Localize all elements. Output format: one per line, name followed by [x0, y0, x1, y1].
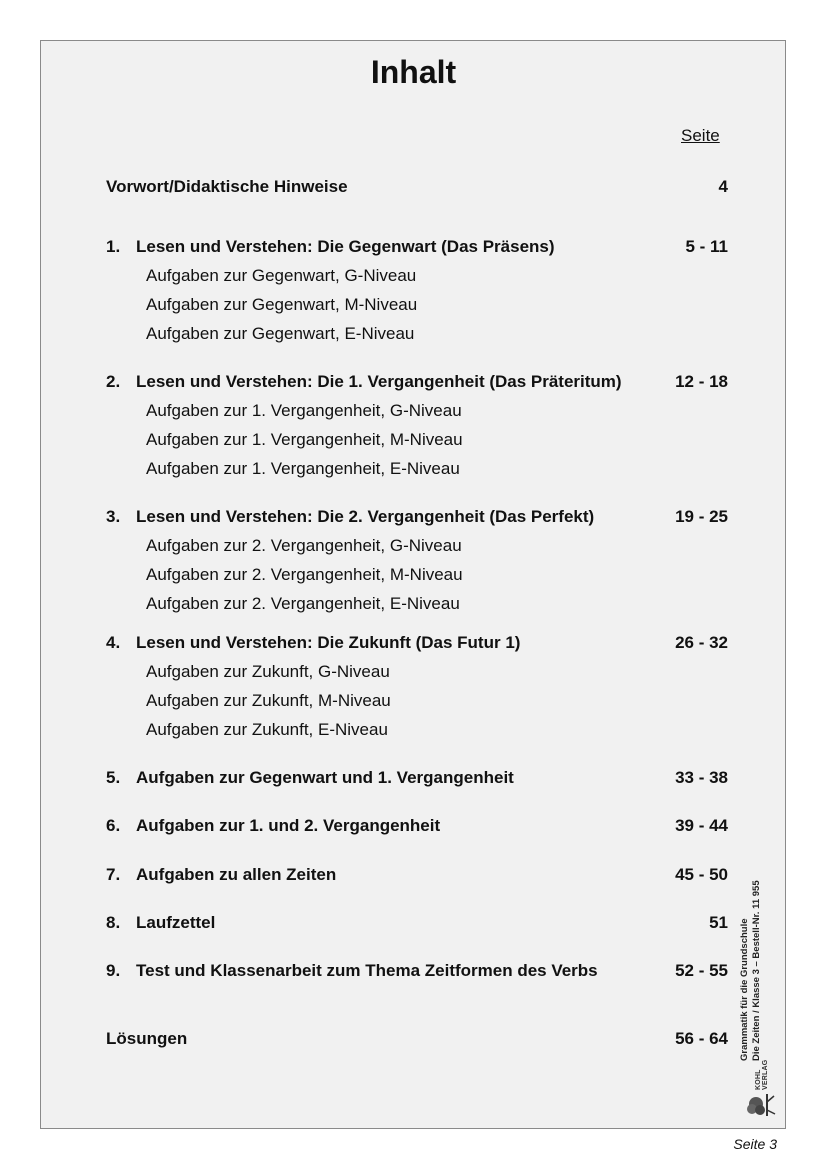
chapter-number: 9. — [106, 961, 121, 980]
sub-item: Aufgaben zur 2. Vergangenheit, E-Niveau — [146, 594, 460, 613]
sub-item: Aufgaben zur 1. Vergangenheit, M-Niveau — [146, 430, 463, 449]
sidebar-line-2: Die Zeiten / Klasse 3 – Bestell-Nr. 11 955 — [751, 880, 762, 1061]
chapter-label: Lesen und Verstehen: Die 2. Vergangenheit (Das Perfekt) — [136, 507, 595, 526]
sub-item: Aufgaben zur Zukunft, E-Niveau — [146, 720, 388, 739]
sub-item: Aufgaben zur 1. Vergangenheit, G-Niveau — [146, 401, 462, 420]
sidebar-line-1: Grammatik für die Grundschule — [739, 918, 750, 1061]
sidebar-text — [739, 821, 769, 1061]
tree-logo-icon — [746, 1092, 778, 1118]
sub-item: Aufgaben zur Zukunft, G-Niveau — [146, 662, 390, 681]
publisher-name: KOHL VERLAG — [755, 1059, 769, 1090]
toc-chapter-3 — [0, 507, 827, 623]
chapter-number: 7. — [106, 865, 121, 884]
toc-chapter-6 — [0, 816, 827, 845]
chapter-label: Laufzettel — [136, 913, 216, 932]
toc-chapter-2 — [0, 372, 827, 488]
sub-item: Aufgaben zur Gegenwart, E-Niveau — [146, 324, 415, 343]
chapter-pages: 45 - 50 — [675, 865, 728, 884]
chapter-label: Aufgaben zur 1. und 2. Vergangenheit — [136, 816, 441, 835]
chapter-pages: 39 - 44 — [675, 816, 728, 835]
toc-solutions-label: Lösungen — [106, 1029, 188, 1048]
chapter-pages: 5 - 11 — [685, 237, 728, 256]
toc-chapter-1 — [0, 237, 827, 353]
chapter-pages: 12 - 18 — [675, 372, 728, 391]
chapter-pages: 33 - 38 — [675, 768, 728, 787]
toc-foreword-pages: 4 — [718, 177, 728, 196]
toc-chapter-7 — [0, 865, 827, 894]
toc-foreword — [0, 177, 827, 206]
chapter-label: Test und Klassenarbeit zum Thema Zeitformen des Verbs — [136, 961, 598, 980]
toc-foreword-label: Vorwort/Didaktische Hinweise — [106, 177, 348, 196]
chapter-pages: 26 - 32 — [675, 633, 728, 652]
toc-chapter-4 — [0, 633, 827, 749]
chapter-number: 8. — [106, 913, 121, 932]
sub-item: Aufgaben zur 1. Vergangenheit, E-Niveau — [146, 459, 460, 478]
sub-item: Aufgaben zur 2. Vergangenheit, M-Niveau — [146, 565, 463, 584]
toc-solutions — [0, 1029, 827, 1058]
toc-solutions-pages: 56 - 64 — [675, 1029, 728, 1048]
chapter-pages: 19 - 25 — [675, 507, 728, 526]
chapter-number: 6. — [106, 816, 121, 835]
sub-item: Aufgaben zur Gegenwart, M-Niveau — [146, 295, 418, 314]
chapter-label: Lesen und Verstehen: Die 1. Vergangenheit (Das Präteritum) — [136, 372, 622, 391]
chapter-pages: 52 - 55 — [675, 961, 728, 980]
chapter-label: Aufgaben zur Gegenwart und 1. Vergangenheit — [136, 768, 514, 787]
chapter-number: 3. — [106, 507, 121, 526]
chapter-number: 2. — [106, 372, 121, 391]
chapter-label: Lesen und Verstehen: Die Gegenwart (Das Präsens) — [136, 237, 555, 256]
chapter-pages: 51 — [709, 913, 728, 932]
chapter-number: 4. — [106, 633, 121, 652]
chapter-label: Lesen und Verstehen: Die Zukunft (Das Futur 1) — [136, 633, 521, 652]
pages-column-header: Seite — [681, 126, 720, 145]
page-title: Inhalt — [370, 54, 457, 90]
chapter-label: Aufgaben zu allen Zeiten — [136, 865, 337, 884]
toc-chapter-9 — [0, 961, 827, 990]
chapter-number: 5. — [106, 768, 121, 787]
toc-chapter-5 — [0, 768, 827, 797]
toc-chapter-8 — [0, 913, 827, 942]
sub-item: Aufgaben zur Gegenwart, G-Niveau — [146, 266, 417, 285]
page-number: Seite 3 — [733, 1136, 777, 1152]
sub-item: Aufgaben zur Zukunft, M-Niveau — [146, 691, 391, 710]
sub-item: Aufgaben zur 2. Vergangenheit, G-Niveau — [146, 536, 462, 555]
chapter-number: 1. — [106, 237, 121, 256]
